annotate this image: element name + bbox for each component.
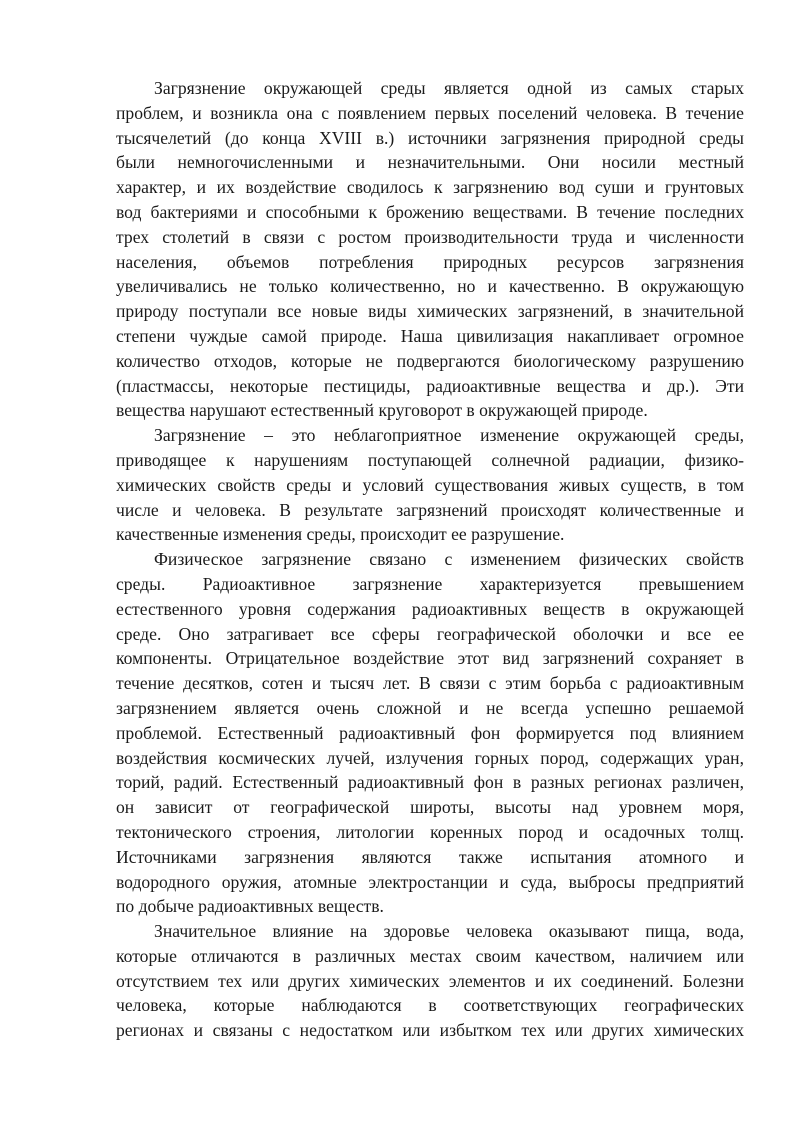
text-line: Значительное влияние на здоровье человека оказывают пища, вода,: [154, 921, 744, 942]
text-line: качественные изменения среды, происходит ее разрушение.: [116, 524, 565, 545]
text-line: он зависит от географической широты, высоты над уровнем моря,: [116, 797, 744, 818]
text-line: степени чуждые самой природе. Наша цивилизация накапливает огромное: [116, 325, 744, 346]
paragraph-3: [116, 547, 744, 919]
text-line: населения, объемов потребления природных ресурсов загрязнения: [116, 251, 744, 272]
text-line: естественного уровня содержания радиоактивных веществ в окружающей: [116, 598, 744, 619]
paragraph-2: [116, 423, 744, 547]
text-line: человека, которые наблюдаются в соответствующих географических: [116, 995, 744, 1016]
text-line: увеличивались не только количественно, но и качественно. В окружающую: [116, 276, 744, 297]
text-line: водородного оружия, атомные электростанции и суда, выбросы предприятий: [116, 871, 744, 892]
text-line: Источниками загрязнения являются также испытания атомного и: [116, 846, 744, 867]
paragraph-4: [116, 919, 744, 1043]
text-line: Загрязнение – это неблагоприятное изменение окружающей среды,: [154, 425, 744, 446]
text-line: торий, радий. Естественный радиоактивный фон в разных регионах различен,: [116, 772, 744, 793]
text-line: количество отходов, которые не подвергаются биологическому разрушению: [116, 350, 744, 371]
text-line: были немногочисленными и незначительными. Они носили местный: [116, 152, 744, 173]
text-line: вод бактериями и способными к брожению веществами. В течение последних: [116, 201, 744, 222]
text-line: числе и человека. В результате загрязнений происходят количественные и: [116, 499, 744, 520]
paragraph-1: [116, 76, 744, 423]
text-line: Загрязнение окружающей среды является одной из самых старых: [154, 78, 744, 98]
text-line: приводящее к нарушениям поступающей солнечной радиации, физико-: [116, 449, 744, 470]
text-line: воздействия космических лучей, излучения горных пород, содержащих уран,: [116, 747, 744, 768]
text-line: отсутствием тех или других химических элементов и их соединений. Болезни: [116, 970, 744, 991]
text-line: которые отличаются в различных местах своим качеством, наличием или: [116, 945, 744, 966]
text-line: по добыче радиоактивных веществ.: [116, 896, 384, 917]
text-line: тектонического строения, литологии коренных пород и осадочных толщ.: [116, 821, 744, 842]
text-line: проблем, и возникла она с появлением первых поселений человека. В течение: [116, 102, 744, 123]
document-page: [116, 76, 744, 1043]
text-line: среды. Радиоактивное загрязнение характеризуется превышением: [116, 573, 744, 594]
text-line: химических свойств среды и условий существования живых существ, в том: [116, 474, 744, 495]
text-line: загрязнением является очень сложной и не всегда успешно решаемой: [116, 697, 744, 718]
text-line: (пластмассы, некоторые пестициды, радиоактивные вещества и др.). Эти: [116, 375, 744, 396]
text-line: компоненты. Отрицательное воздействие этот вид загрязнений сохраняет в: [116, 648, 744, 669]
text-line: природу поступали все новые виды химических загрязнений, в значительной: [116, 301, 744, 322]
text-line: трех столетий в связи с ростом производительности труда и численности: [116, 226, 744, 247]
text-line: Физическое загрязнение связано с изменением физических свойств: [154, 549, 744, 570]
text-line: регионах и связаны с недостатком или избытком тех или других химических: [116, 1020, 744, 1041]
text-line: вещества нарушают естественный круговорот в окружающей природе.: [116, 400, 648, 421]
text-line: среде. Оно затрагивает все сферы географической оболочки и все ее: [116, 623, 744, 644]
text-line: характер, и их воздействие сводилось к загрязнению вод суши и грунтовых: [116, 177, 744, 198]
text-line: проблемой. Естественный радиоактивный фон формируется под влиянием: [116, 722, 744, 743]
text-line: тысячелетий (до конца XVIII в.) источники загрязнения природной среды: [116, 127, 744, 148]
text-line: течение десятков, сотен и тысяч лет. В связи с этим борьба с радиоактивным: [116, 673, 744, 694]
